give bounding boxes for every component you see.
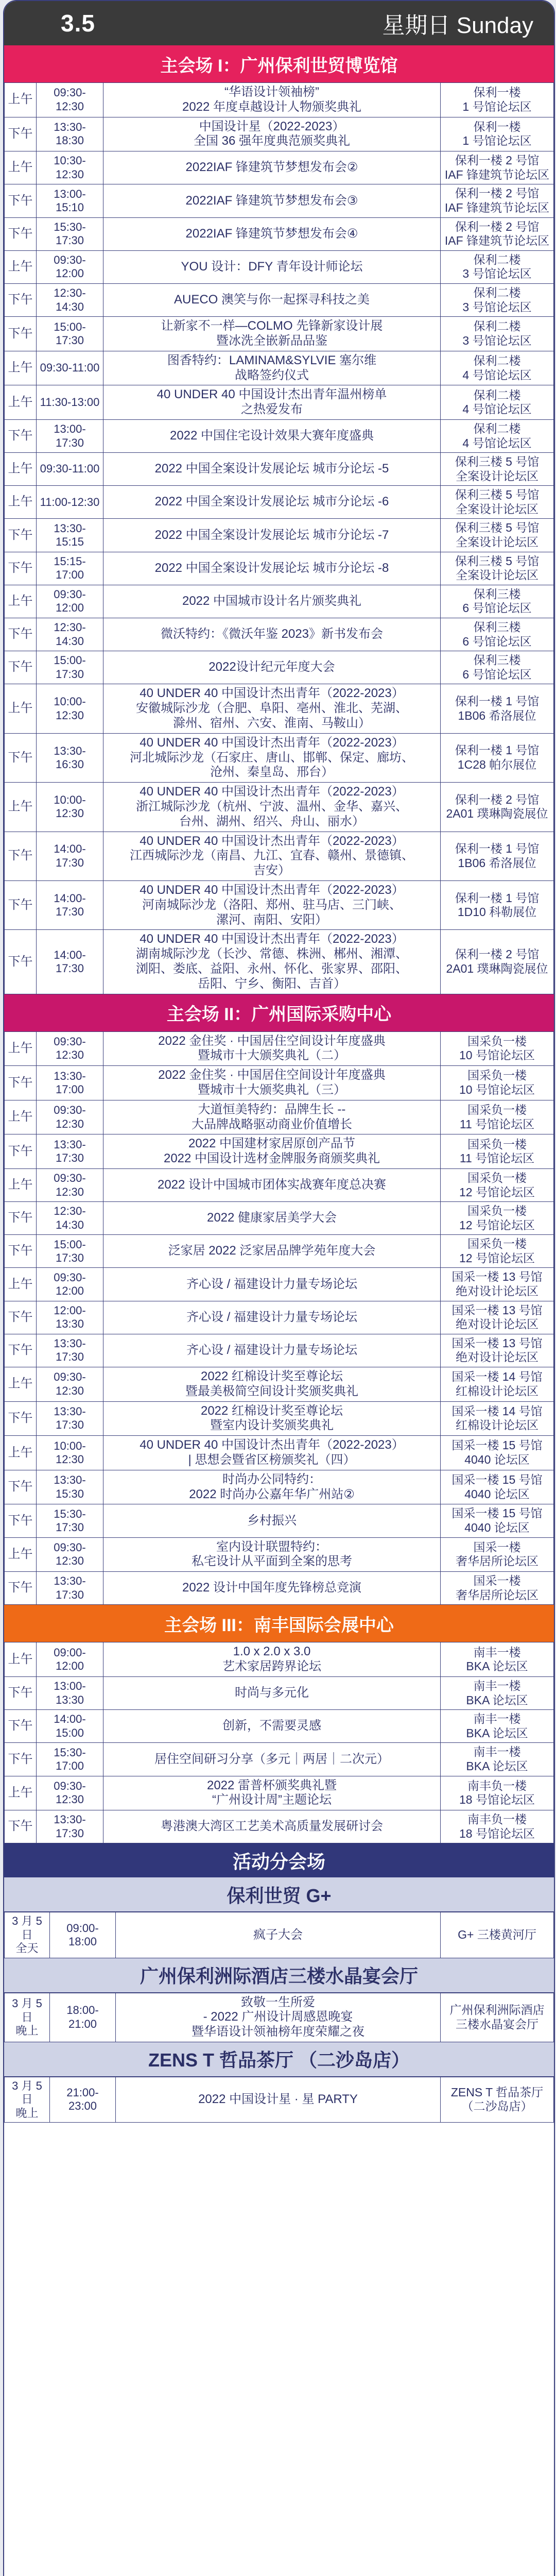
event-name-cell: 中国设计星（2022-2023） 全国 36 强年度典范颁奖典礼 (103, 117, 441, 151)
schedule-row (5, 351, 554, 385)
venue-cell: 保利三楼 5 号馆 全案设计论坛区 (441, 519, 554, 552)
time-cell: 13:00-13:30 (37, 1676, 103, 1709)
schedule-row (5, 1537, 554, 1572)
event-name-cell: 室内设计联盟特约： 私宅设计从平面到全案的思考 (103, 1537, 441, 1572)
venue-cell: 保利三楼 5 号馆 全案设计论坛区 (441, 486, 554, 519)
time-cell: 09:30-12:00 (37, 250, 103, 283)
time-cell: 09:30-12:30 (37, 1367, 103, 1402)
event-name-cell: 40 UNDER 40 中国设计杰出青年（2022-2023） 河北城际沙龙（石家庄、唐山、邯郸、保定、廊坊、 沧州、秦皇岛、邢台） (103, 733, 441, 782)
time-cell: 09:30-12:00 (37, 1268, 103, 1301)
activity-name-cell: 2022 中国设计星 · 星 PARTY (116, 2077, 441, 2122)
period-cell: 下午 (5, 552, 37, 585)
event-name-cell: 2022 中国全案设计发展论坛 城市分论坛 -7 (103, 519, 441, 552)
venue-cell: 保利二楼 4 号馆论坛区 (441, 351, 554, 385)
venue-cell: 南丰一楼 BKA 论坛区 (441, 1710, 554, 1743)
event-name-cell: 1.0 x 2.0 x 3.0 艺术家居跨界论坛 (103, 1642, 441, 1677)
event-name-cell: 2022IAF 锋建筑节梦想发布会④ (103, 217, 441, 250)
time-cell: 15:00-17:30 (37, 651, 103, 684)
event-name-cell: YOU 设计：DFY 青年设计师论坛 (103, 250, 441, 283)
section-header: 主会场 III：南丰国际会展中心 (4, 1605, 554, 1642)
schedule-row (5, 1436, 554, 1470)
venue-cell: 国采负一楼 12 号馆论坛区 (441, 1168, 554, 1201)
venue-cell: 国采一楼 15 号馆 4040 论坛区 (441, 1470, 554, 1504)
period-cell: 下午 (5, 1504, 37, 1537)
venue-cell: 保利一楼 1 号馆论坛区 (441, 117, 554, 151)
period-cell: 下午 (5, 1710, 37, 1743)
time-cell: 13:00-15:10 (37, 184, 103, 217)
venue-cell: 国采一楼 奢华居所论坛区 (441, 1572, 554, 1605)
event-name-cell: 2022 设计中国年度先锋榜总竞演 (103, 1572, 441, 1605)
event-name-cell: 2022 雷普杯颁奖典礼暨 “广州设计周”主题论坛 (103, 1776, 441, 1810)
schedule-row (5, 552, 554, 585)
schedule-row (5, 1810, 554, 1843)
activity-row (5, 1912, 554, 1958)
event-name-cell: 齐心设 / 福建设计力量专场论坛 (103, 1268, 441, 1301)
schedule-row (5, 117, 554, 151)
venue-cell: 保利二楼 4 号馆论坛区 (441, 419, 554, 452)
activity-table (4, 1912, 554, 1958)
schedule-row (5, 1401, 554, 1436)
activity-venue-header: 广州保利洲际酒店三楼水晶宴会厅 (4, 1958, 554, 1993)
time-cell: 15:00-17:30 (37, 317, 103, 351)
period-cell: 下午 (5, 1334, 37, 1367)
schedule-row (5, 1066, 554, 1100)
event-name-cell: 2022设计纪元年度大会 (103, 651, 441, 684)
schedule-table (4, 1031, 554, 1605)
time-cell: 09:30-11:00 (37, 453, 103, 486)
venue-cell: 国采负一楼 12 号馆论坛区 (441, 1202, 554, 1235)
venue-cell: 南丰一楼 BKA 论坛区 (441, 1743, 554, 1776)
schedule-row (5, 453, 554, 486)
period-cell: 上午 (5, 1268, 37, 1301)
activity-date-cell: 3 月 5 日 晚上 (5, 2077, 50, 2122)
time-cell: 13:30-17:30 (37, 1334, 103, 1367)
period-cell: 下午 (5, 317, 37, 351)
period-cell: 下午 (5, 1134, 37, 1169)
time-cell: 09:30-12:30 (37, 1776, 103, 1810)
period-cell: 下午 (5, 1743, 37, 1776)
activity-row (5, 1993, 554, 2042)
section-header: 主会场 I：广州保利世贸博览馆 (4, 45, 554, 82)
period-cell: 上午 (5, 1168, 37, 1201)
schedule-row (5, 217, 554, 250)
period-cell: 上午 (5, 684, 37, 733)
schedule-row (5, 250, 554, 283)
period-cell: 上午 (5, 1100, 37, 1134)
time-cell: 09:30-12:30 (37, 1537, 103, 1572)
period-cell: 上午 (5, 1031, 37, 1066)
time-cell: 09:30-12:00 (37, 585, 103, 618)
schedule-row (5, 783, 554, 832)
period-cell: 上午 (5, 351, 37, 385)
schedule-row (5, 486, 554, 519)
schedule-row (5, 1031, 554, 1066)
event-name-cell: 40 UNDER 40 中国设计杰出青年（2022-2023） 湖南城际沙龙（长沙、常德、株洲、郴州、湘潭、 浏阳、娄底、益阳、永州、怀化、张家界、邵阳、 岳阳、宁乡、衡阳、吉首） (103, 930, 441, 994)
event-name-cell: 图香特约：LAMINAM&SYLVIE 塞尔维 战略签约仪式 (103, 351, 441, 385)
time-cell: 15:15-17:00 (37, 552, 103, 585)
event-name-cell: 2022 中国住宅设计效果大赛年度盛典 (103, 419, 441, 452)
event-name-cell: 2022 中国全案设计发展论坛 城市分论坛 -6 (103, 486, 441, 519)
time-cell: 15:30-17:30 (37, 217, 103, 250)
venue-cell: 国采负一楼 11 号馆论坛区 (441, 1134, 554, 1169)
schedule-row (5, 419, 554, 452)
venue-cell: 保利一楼 2 号馆 2A01 璞琳陶瓷展位 (441, 930, 554, 994)
time-cell: 09:30-12:30 (37, 1031, 103, 1066)
activity-venue-cell: 广州保利洲际酒店 三楼水晶宴会厅 (441, 1993, 554, 2042)
schedule-row (5, 1134, 554, 1169)
time-cell: 12:00-13:30 (37, 1301, 103, 1334)
event-name-cell: 2022IAF 锋建筑节梦想发布会② (103, 151, 441, 184)
period-cell: 下午 (5, 651, 37, 684)
schedule-row (5, 1676, 554, 1709)
schedule-table (4, 82, 554, 994)
venue-cell: 保利三楼 5 号馆 全案设计论坛区 (441, 552, 554, 585)
event-name-cell: 40 UNDER 40 中国设计杰出青年（2022-2023） 河南城际沙龙（洛阳、郑州、驻马店、三门峡、 漯河、南阳、安阳） (103, 880, 441, 929)
venue-cell: 国采负一楼 10 号馆论坛区 (441, 1066, 554, 1100)
time-cell: 15:30-17:30 (37, 1504, 103, 1537)
venue-cell: 保利二楼 3 号馆论坛区 (441, 283, 554, 316)
event-name-cell: 齐心设 / 福建设计力量专场论坛 (103, 1301, 441, 1334)
event-name-cell: 2022 红棉设计奖至尊论坛 暨最美极简空间设计奖颁奖典礼 (103, 1367, 441, 1402)
period-cell: 下午 (5, 1810, 37, 1843)
venue-cell: 国采一楼 15 号馆 4040 论坛区 (441, 1436, 554, 1470)
time-cell: 12:30-14:30 (37, 1202, 103, 1235)
venue-cell: 国采一楼 13 号馆 绝对设计论坛区 (441, 1334, 554, 1367)
period-cell: 上午 (5, 585, 37, 618)
event-name-cell: 2022 设计中国城市团体实战赛年度总决赛 (103, 1168, 441, 1201)
schedule-row (5, 283, 554, 316)
event-name-cell: 2022 中国城市设计名片颁奖典礼 (103, 585, 441, 618)
date-label: 3.5 (61, 10, 95, 37)
period-cell: 下午 (5, 618, 37, 651)
schedule-row (5, 1100, 554, 1134)
schedule-row (5, 1572, 554, 1605)
activity-venue-cell: G+ 三楼黄河厅 (441, 1912, 554, 1958)
schedule-row (5, 1776, 554, 1810)
time-cell: 15:00-17:30 (37, 1235, 103, 1268)
activity-time-cell: 21:00-23:00 (50, 2077, 116, 2122)
venue-cell: 国采一楼 奢华居所论坛区 (441, 1537, 554, 1572)
schedule-row (5, 1235, 554, 1268)
event-name-cell: 2022 金住奖 · 中国居住空间设计年度盛典 暨城市十大颁奖典礼（三） (103, 1066, 441, 1100)
period-cell: 上午 (5, 1642, 37, 1677)
event-name-cell: 2022 中国全案设计发展论坛 城市分论坛 -8 (103, 552, 441, 585)
event-name-cell: 时尚办公同特约： 2022 时尚办公嘉年华广州站② (103, 1470, 441, 1504)
venue-cell: 保利三楼 6 号馆论坛区 (441, 585, 554, 618)
event-name-cell: AUECO 澳笑与你一起探寻科技之美 (103, 283, 441, 316)
time-cell: 09:00-12:00 (37, 1642, 103, 1677)
activity-time-cell: 09:00-18:00 (50, 1912, 116, 1958)
activity-table (4, 2077, 554, 2123)
schedule-row (5, 1301, 554, 1334)
period-cell: 上午 (5, 1436, 37, 1470)
activity-row (5, 2077, 554, 2122)
event-name-cell: 创新，不需要灵感 (103, 1710, 441, 1743)
period-cell: 下午 (5, 117, 37, 151)
time-cell: 12:30-14:30 (37, 283, 103, 316)
venue-cell: 保利一楼 1 号馆论坛区 (441, 83, 554, 117)
schedule-row (5, 832, 554, 880)
time-cell: 12:30-14:30 (37, 618, 103, 651)
day-header (4, 1, 554, 45)
time-cell: 13:30-17:30 (37, 1134, 103, 1169)
event-name-cell: 乡村振兴 (103, 1504, 441, 1537)
time-cell: 14:00-17:30 (37, 880, 103, 929)
schedule-row (5, 684, 554, 733)
day-label: 星期日 Sunday (382, 13, 533, 38)
schedule-row (5, 880, 554, 929)
period-cell: 上午 (5, 83, 37, 117)
period-cell: 下午 (5, 1235, 37, 1268)
time-cell: 14:00-17:30 (37, 930, 103, 994)
activity-time-cell: 18:00-21:00 (50, 1993, 116, 2042)
time-cell: 15:30-17:00 (37, 1743, 103, 1776)
schedule-page (3, 0, 555, 2576)
schedule-row (5, 184, 554, 217)
event-name-cell: 大道恒美特约：品牌生长 -- 大品牌战略驱动商业价值增长 (103, 1100, 441, 1134)
venue-cell: 保利一楼 1 号馆 1D10 科勒展位 (441, 880, 554, 929)
period-cell: 上午 (5, 1776, 37, 1810)
activity-name-cell: 疯子大会 (116, 1912, 441, 1958)
event-name-cell: 时尚与多元化 (103, 1676, 441, 1709)
time-cell: 10:00-12:30 (37, 783, 103, 832)
schedule-row (5, 1367, 554, 1402)
time-cell: 09:30-11:00 (37, 351, 103, 385)
period-cell: 下午 (5, 1202, 37, 1235)
activities-header: 活动分会场 (4, 1843, 554, 1877)
period-cell: 下午 (5, 1066, 37, 1100)
event-name-cell: 齐心设 / 福建设计力量专场论坛 (103, 1334, 441, 1367)
schedule-row (5, 651, 554, 684)
event-name-cell: 2022IAF 锋建筑节梦想发布会③ (103, 184, 441, 217)
time-cell: 13:30-18:30 (37, 117, 103, 151)
event-name-cell: 2022 健康家居美学大会 (103, 1202, 441, 1235)
period-cell: 下午 (5, 217, 37, 250)
activity-name-cell: 致敬一生所爱 - 2022 广州设计周感恩晚宴 暨华语设计领袖榜年度荣耀之夜 (116, 1993, 441, 2042)
venue-cell: 国采负一楼 10 号馆论坛区 (441, 1031, 554, 1066)
event-name-cell: 40 UNDER 40 中国设计杰出青年（2022-2023） 安徽城际沙龙（合肥、阜阳、亳州、淮北、芜湖、 滁州、宿州、六安、淮南、马鞍山） (103, 684, 441, 733)
activity-venue-cell: ZENS T 哲品茶厅 （二沙岛店） (441, 2077, 554, 2122)
event-name-cell: 2022 金住奖 · 中国居住空间设计年度盛典 暨城市十大颁奖典礼（二） (103, 1031, 441, 1066)
venue-cell: 国采一楼 13 号馆 绝对设计论坛区 (441, 1268, 554, 1301)
time-cell: 09:30-12:30 (37, 1100, 103, 1134)
activity-date-cell: 3 月 5 日 晚上 (5, 1993, 50, 2042)
venue-cell: 国采一楼 14 号馆 红棉设计论坛区 (441, 1401, 554, 1436)
period-cell: 上午 (5, 486, 37, 519)
venue-cell: 国采一楼 15 号馆 4040 论坛区 (441, 1504, 554, 1537)
venue-cell: 保利三楼 5 号馆 全案设计论坛区 (441, 453, 554, 486)
period-cell: 下午 (5, 832, 37, 880)
period-cell: 下午 (5, 930, 37, 994)
venue-cell: 保利三楼 6 号馆论坛区 (441, 651, 554, 684)
time-cell: 13:30-17:30 (37, 1810, 103, 1843)
event-name-cell: 粤港澳大湾区工艺美术高质量发展研讨会 (103, 1810, 441, 1843)
schedule-row (5, 385, 554, 420)
venue-cell: 保利二楼 3 号馆论坛区 (441, 250, 554, 283)
period-cell: 下午 (5, 419, 37, 452)
venue-cell: 国采一楼 14 号馆 红棉设计论坛区 (441, 1367, 554, 1402)
schedule-row (5, 1202, 554, 1235)
schedule-row (5, 1710, 554, 1743)
time-cell: 13:30-17:30 (37, 1401, 103, 1436)
event-name-cell: 40 UNDER 40 中国设计杰出青年（2022-2023） | 思想会暨省区榜颁奖礼（四） (103, 1436, 441, 1470)
time-cell: 10:30-12:30 (37, 151, 103, 184)
schedule-row (5, 930, 554, 994)
event-name-cell: “华语设计领袖榜” 2022 年度卓越设计人物颁奖典礼 (103, 83, 441, 117)
period-cell: 下午 (5, 1401, 37, 1436)
period-cell: 上午 (5, 1367, 37, 1402)
period-cell: 下午 (5, 1572, 37, 1605)
venue-cell: 保利二楼 4 号馆论坛区 (441, 385, 554, 420)
event-name-cell: 40 UNDER 40 中国设计杰出青年（2022-2023） 浙江城际沙龙（杭州、宁波、温州、金华、嘉兴、 台州、湖州、绍兴、舟山、丽水） (103, 783, 441, 832)
time-cell: 11:00-12:30 (37, 486, 103, 519)
schedule-row (5, 317, 554, 351)
schedule-row (5, 733, 554, 782)
period-cell: 上午 (5, 385, 37, 420)
schedule-row (5, 1168, 554, 1201)
time-cell: 10:00-12:30 (37, 1436, 103, 1470)
time-cell: 09:30-12:30 (37, 1168, 103, 1201)
period-cell: 上午 (5, 783, 37, 832)
venue-cell: 保利三楼 6 号馆论坛区 (441, 618, 554, 651)
event-name-cell: 微沃特约：《微沃年鉴 2023》新书发布会 (103, 618, 441, 651)
period-cell: 下午 (5, 1470, 37, 1504)
venue-cell: 保利一楼 2 号馆 IAF 锋建筑节论坛区 (441, 184, 554, 217)
schedule-table (4, 1642, 554, 1843)
schedule-row (5, 83, 554, 117)
time-cell: 13:30-15:15 (37, 519, 103, 552)
venue-cell: 保利一楼 1 号馆 1B06 希洛展位 (441, 832, 554, 880)
schedule-row (5, 1743, 554, 1776)
event-name-cell: 40 UNDER 40 中国设计杰出青年（2022-2023） 江西城际沙龙（南昌、九江、宜春、赣州、景德镇、 吉安） (103, 832, 441, 880)
venue-cell: 保利二楼 3 号馆论坛区 (441, 317, 554, 351)
period-cell: 下午 (5, 733, 37, 782)
event-name-cell: 让新家不一样—COLMO 先锋新家设计展 暨冰洗全嵌新品品鉴 (103, 317, 441, 351)
schedule-row (5, 1504, 554, 1537)
event-name-cell: 居住空间研习分享（多元｜两居｜二次元） (103, 1743, 441, 1776)
time-cell: 14:00-17:30 (37, 832, 103, 880)
section-header: 主会场 II：广州国际采购中心 (4, 994, 554, 1031)
period-cell: 上午 (5, 1537, 37, 1572)
period-cell: 下午 (5, 184, 37, 217)
period-cell: 下午 (5, 283, 37, 316)
venue-cell: 南丰一楼 BKA 论坛区 (441, 1642, 554, 1677)
time-cell: 14:00-15:00 (37, 1710, 103, 1743)
activity-table (4, 1993, 554, 2042)
time-cell: 13:30-15:30 (37, 1470, 103, 1504)
time-cell: 13:30-17:30 (37, 1572, 103, 1605)
event-name-cell: 2022 中国全案设计发展论坛 城市分论坛 -5 (103, 453, 441, 486)
event-name-cell: 泛家居 2022 泛家居品牌学苑年度大会 (103, 1235, 441, 1268)
activity-venue-header: 保利世贸 G+ (4, 1877, 554, 1912)
venue-cell: 保利一楼 2 号馆 IAF 锋建筑节论坛区 (441, 217, 554, 250)
schedule-row (5, 519, 554, 552)
schedule-row (5, 1268, 554, 1301)
schedule-row (5, 585, 554, 618)
time-cell: 13:30-17:00 (37, 1066, 103, 1100)
activities-container (4, 1877, 554, 2123)
venue-cell: 南丰负一楼 18 号馆论坛区 (441, 1810, 554, 1843)
period-cell: 上午 (5, 151, 37, 184)
time-cell: 13:00-17:30 (37, 419, 103, 452)
activity-venue-header: ZENS T 哲品茶厅 （二沙岛店） (4, 2042, 554, 2077)
event-name-cell: 2022 红棉设计奖至尊论坛 暨室内设计奖颁奖典礼 (103, 1401, 441, 1436)
venue-cell: 保利一楼 2 号馆 IAF 锋建筑节论坛区 (441, 151, 554, 184)
event-name-cell: 2022 中国建材家居原创产品节 2022 中国设计选材金牌服务商颁奖典礼 (103, 1134, 441, 1169)
schedule-row (5, 151, 554, 184)
time-cell: 09:30-12:30 (37, 83, 103, 117)
time-cell: 13:30-16:30 (37, 733, 103, 782)
time-cell: 10:00-12:30 (37, 684, 103, 733)
schedule-row (5, 1642, 554, 1677)
venue-cell: 保利一楼 2 号馆 2A01 璞琳陶瓷展位 (441, 783, 554, 832)
venue-cell: 国采负一楼 12 号馆论坛区 (441, 1235, 554, 1268)
venue-cell: 保利一楼 1 号馆 1C28 帕尔展位 (441, 733, 554, 782)
schedule-row (5, 618, 554, 651)
period-cell: 上午 (5, 250, 37, 283)
period-cell: 下午 (5, 1676, 37, 1709)
period-cell: 下午 (5, 880, 37, 929)
sections-container (4, 45, 554, 1843)
period-cell: 下午 (5, 519, 37, 552)
venue-cell: 国采负一楼 11 号馆论坛区 (441, 1100, 554, 1134)
schedule-row (5, 1334, 554, 1367)
period-cell: 下午 (5, 1301, 37, 1334)
venue-cell: 保利一楼 1 号馆 1B06 希洛展位 (441, 684, 554, 733)
venue-cell: 南丰负一楼 18 号馆论坛区 (441, 1776, 554, 1810)
venue-cell: 南丰一楼 BKA 论坛区 (441, 1676, 554, 1709)
schedule-row (5, 1470, 554, 1504)
period-cell: 上午 (5, 453, 37, 486)
event-name-cell: 40 UNDER 40 中国设计杰出青年温州榜单 之热爱发布 (103, 385, 441, 420)
venue-cell: 国采一楼 13 号馆 绝对设计论坛区 (441, 1301, 554, 1334)
time-cell: 11:30-13:00 (37, 385, 103, 420)
activity-date-cell: 3 月 5 日 全天 (5, 1912, 50, 1958)
